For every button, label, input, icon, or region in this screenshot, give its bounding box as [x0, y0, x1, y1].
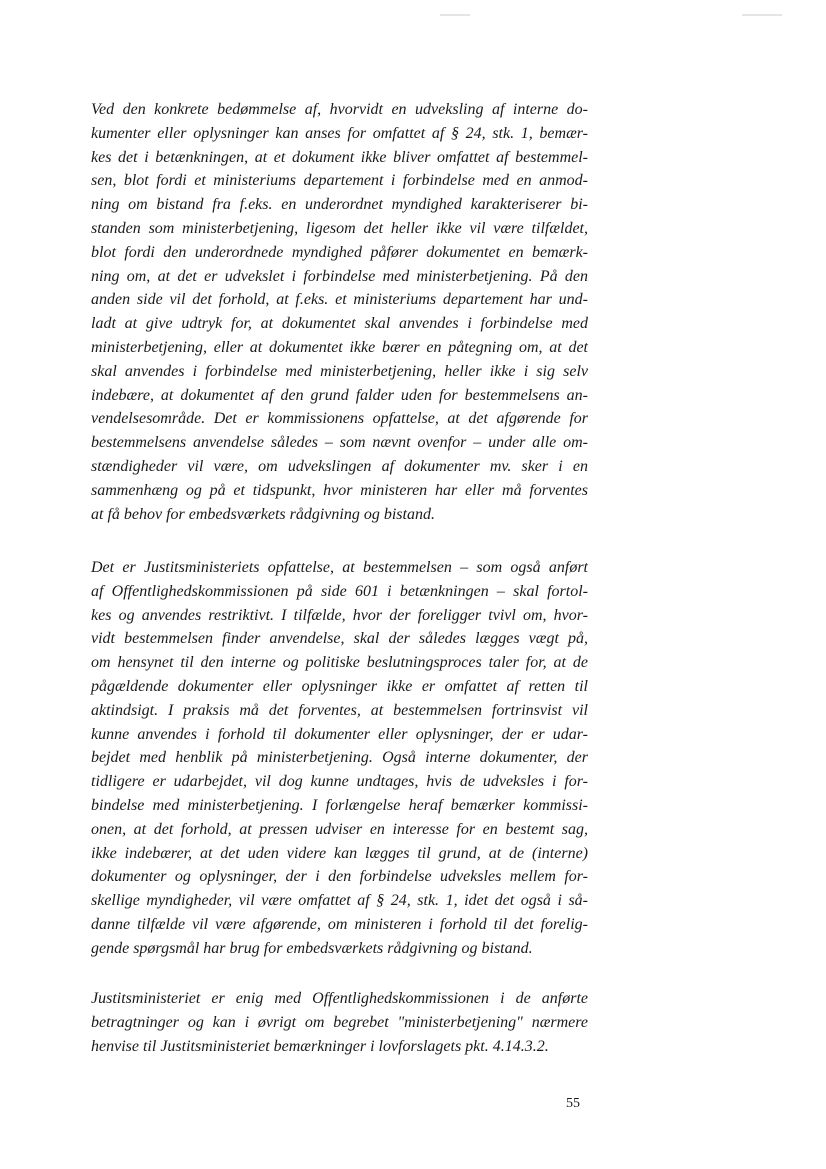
text-line: om hensynet til den interne og politiske beslutningsproces taler for, at de [91, 654, 588, 672]
text-line: kunne anvendes i forhold til dokumenter eller oplysninger, der er udar- [91, 725, 588, 743]
paragraph-3 [91, 987, 588, 1058]
text-line: kes og anvendes restriktivt. I tilfælde, hvor der foreligger tvivl om, hvor- [91, 606, 588, 624]
text-line: at få behov for embedsværkets rådgivning og bistand. [91, 505, 435, 523]
text-line: skal anvendes i forbindelse med ministerbetjening, heller ikke i sig selv [91, 362, 588, 380]
paragraph-1 [91, 98, 588, 526]
text-line: ning om, at det er udvekslet i forbindelse med ministerbetjening. På den [91, 267, 588, 285]
text-line: bestemmelsens anvendelse således – som nævnt ovenfor – under alle om- [91, 434, 588, 452]
paragraph-2 [91, 556, 588, 961]
text-line: skellige myndigheder, vil være omfattet af § 24, stk. 1, idet det også i så- [91, 892, 588, 910]
text-line: vidt bestemmelsen finder anvendelse, skal der således lægges vægt på, [91, 630, 588, 648]
text-line: stændigheder vil være, om udvekslingen af dokumenter mv. sker i en [91, 457, 588, 475]
text-line: vendelsesområde. Det er kommissionens opfattelse, at det afgørende for [91, 410, 588, 428]
text-line: Justitsministeriet er enig med Offentlighedskommissionen i de anførte [91, 990, 588, 1007]
page-number: 55 [566, 1096, 580, 1111]
text-line: aktindsigt. I praksis må det forventes, at bestemmelsen fortrinsvist vil [91, 701, 588, 719]
text-line: tidligere er udarbejdet, vil dog kunne undtages, hvis de udveksles i for- [91, 773, 588, 791]
text-line: bejdet med henblik på ministerbetjening. Også interne dokumenter, der [91, 749, 588, 767]
scan-artifact [440, 14, 470, 16]
text-line: ning om bistand fra f.eks. en underordnet myndighed karakteriserer bi- [91, 196, 588, 214]
text-line: blot fordi den underordnede myndighed påfører dokumentet en bemærk- [91, 243, 588, 261]
text-line: kes det i betænkningen, at et dokument ikke bliver omfattet af bestemmel- [91, 148, 588, 166]
text-line: onen, at det forhold, at pressen udviser en interesse for en bestemt sag, [91, 820, 588, 838]
text-line: af Offentlighedskommissionen på side 601 i betænkningen – skal fortol- [91, 582, 588, 600]
text-line: pågældende dokumenter eller oplysninger ikke er omfattet af retten til [91, 677, 588, 695]
text-line: anden side vil det forhold, at f.eks. et ministeriums departement har und- [91, 291, 588, 309]
text-line: betragtninger og kan i øvrigt om begrebet "ministerbetjening" nærmere [91, 1013, 588, 1031]
text-line: danne tilfælde vil være afgørende, om ministeren i forhold til det forelig- [91, 915, 588, 933]
text-line: henvise til Justitsministeriet bemærkninger i lovforslagets pkt. 4.14.3.2. [91, 1037, 549, 1055]
text-line: kumenter eller oplysninger kan anses for omfattet af § 24, stk. 1, bemær- [91, 124, 588, 142]
text-line: sammenhæng og på et tidspunkt, hvor ministeren har eller må forventes [91, 481, 588, 499]
text-line: Det er Justitsministeriets opfattelse, at bestemmelsen – som også anført [91, 559, 588, 576]
text-line: Ved den konkrete bedømmelse af, hvorvidt en udveksling af interne do- [91, 101, 588, 118]
scan-artifact [742, 14, 782, 16]
text-line: sen, blot fordi et ministeriums departement i forbindelse med en anmod- [91, 172, 588, 190]
text-line: standen som ministerbetjening, ligesom det heller ikke vil være tilfældet, [91, 219, 588, 237]
text-line: gende spørgsmål har brug for embedsværkets rådgivning og bistand. [91, 939, 533, 957]
text-line: bindelse med ministerbetjening. I forlængelse heraf bemærker kommissi- [91, 796, 588, 814]
text-line: indebære, at dokumentet af den grund falder uden for bestemmelsens an- [91, 386, 588, 404]
text-line: dokumenter og oplysninger, der i den forbindelse udveksles mellem for- [91, 868, 588, 886]
text-line: ikke indebærer, at det uden videre kan lægges til grund, at de (interne) [91, 844, 588, 862]
text-line: ministerbetjening, eller at dokumentet ikke bærer en påtegning om, at det [91, 338, 588, 356]
text-line: ladt at give udtryk for, at dokumentet skal anvendes i forbindelse med [91, 315, 588, 333]
